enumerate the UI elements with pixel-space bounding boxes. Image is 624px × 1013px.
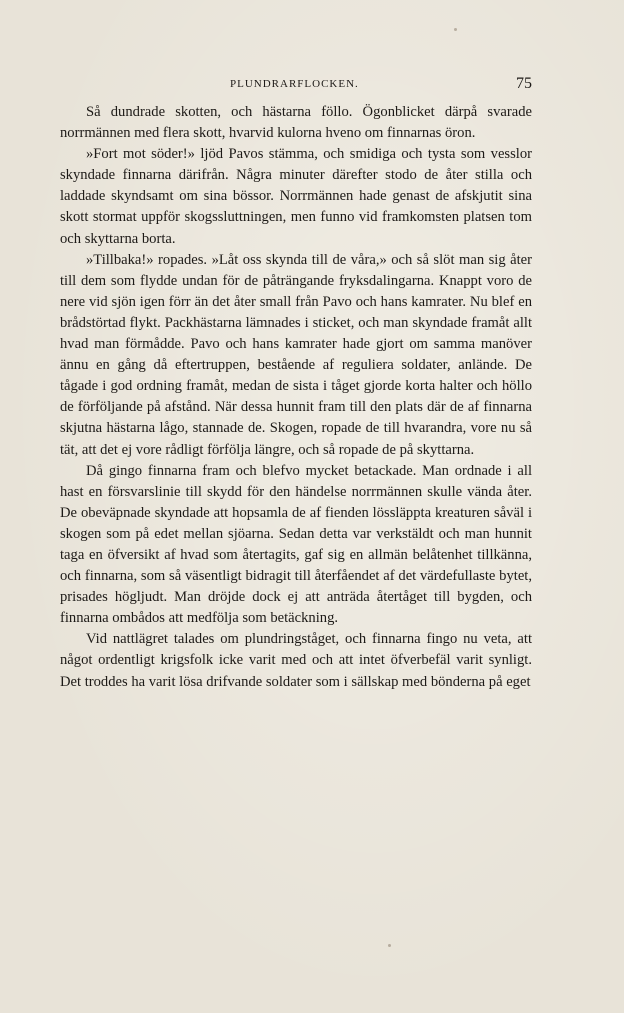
paragraph: Så dundrade skotten, och hästarna föllo. Ögonblicket därpå svarade norrmännen med flera skott, hvarvid kulorna hveno om finnarnas öron. xyxy=(60,104,532,142)
paragraph: »Tillbaka!» ropades. »Låt oss skynda till de våra,» och så slöt man sig åter till dem som flydde undan för de påträngande fryksdalingarna. Knappt voro de nere vid sjön igen förr än det åter small från Pavo och hans kamrater. Nu blef en brådstörtad flykt. Packhästarna lämnades i sticket, och man skyndade framåt allt hvad man förmådde. Pavo och hans kamrater hade gjort om samma manöver ännu en gång då eftertruppen, bestående af reguliera soldater, anlände. De tågade i god ordning framåt, medan de sista i tåget gjorde korta halter och höllo de förföljande på afstånd. När dessa hunnit fram till den plats där de af finnarna skjutna hästarna lågo, stannade de. Skogen, ropade de till hvarandra, vore nu så tät, att det ej vore rådligt förfölja längre, och så ropade de på skyttarna. xyxy=(60,251,532,458)
paragraph: »Fort mot söder!» ljöd Pavos stämma, och smidiga och tysta som vesslor skyndade finnarna därifrån. Några minuter därefter stodo de åter stilla och laddade skyndsamt om sina bössor. Norrmännen hade genast de afskjutit sina skott stormat uppför skogssluttningen, men funno vid framkomsten platsen tom och skyttarna borta. xyxy=(60,146,532,247)
page-header xyxy=(62,75,532,98)
body-text xyxy=(60,102,532,693)
paper-speck xyxy=(454,28,457,31)
paragraph: Vid nattlägret talades om plundringståget, och finnarna fingo nu veta, att något ordentligt krigsfolk icke varit med och att intet öfverbefäl varit synligt. Det troddes ha varit lösa drifvande soldater som i sällskap med bönderna på eget xyxy=(60,631,532,690)
running-title: PLUNDRARFLOCKEN. xyxy=(230,78,359,90)
page-number: 75 xyxy=(516,75,532,92)
paper-speck xyxy=(388,944,391,947)
paragraph: Då gingo finnarna fram och blefvo mycket betackade. Man ordnade i all hast en försvarslinie till skydd för den händelse norrmännen skulle vända åter. De obeväpnade skyndade att hopsamla de af fienden lössläppta kreaturen såväl i skogen som på edet mellan sjöarna. Sedan detta var verkstäldt och man hunnit taga en öfversikt af hvad som återtagits, gaf sig en allmän belåtenhet tillkänna, och finnarna, som så väsentligt bidragit till återfåendet af det värdefullaste bytet, prisades högljudt. Man dröjde dock ej att anträda återtåget till bygden, och finnarna ombådos att medfölja som betäckning. xyxy=(60,462,532,627)
